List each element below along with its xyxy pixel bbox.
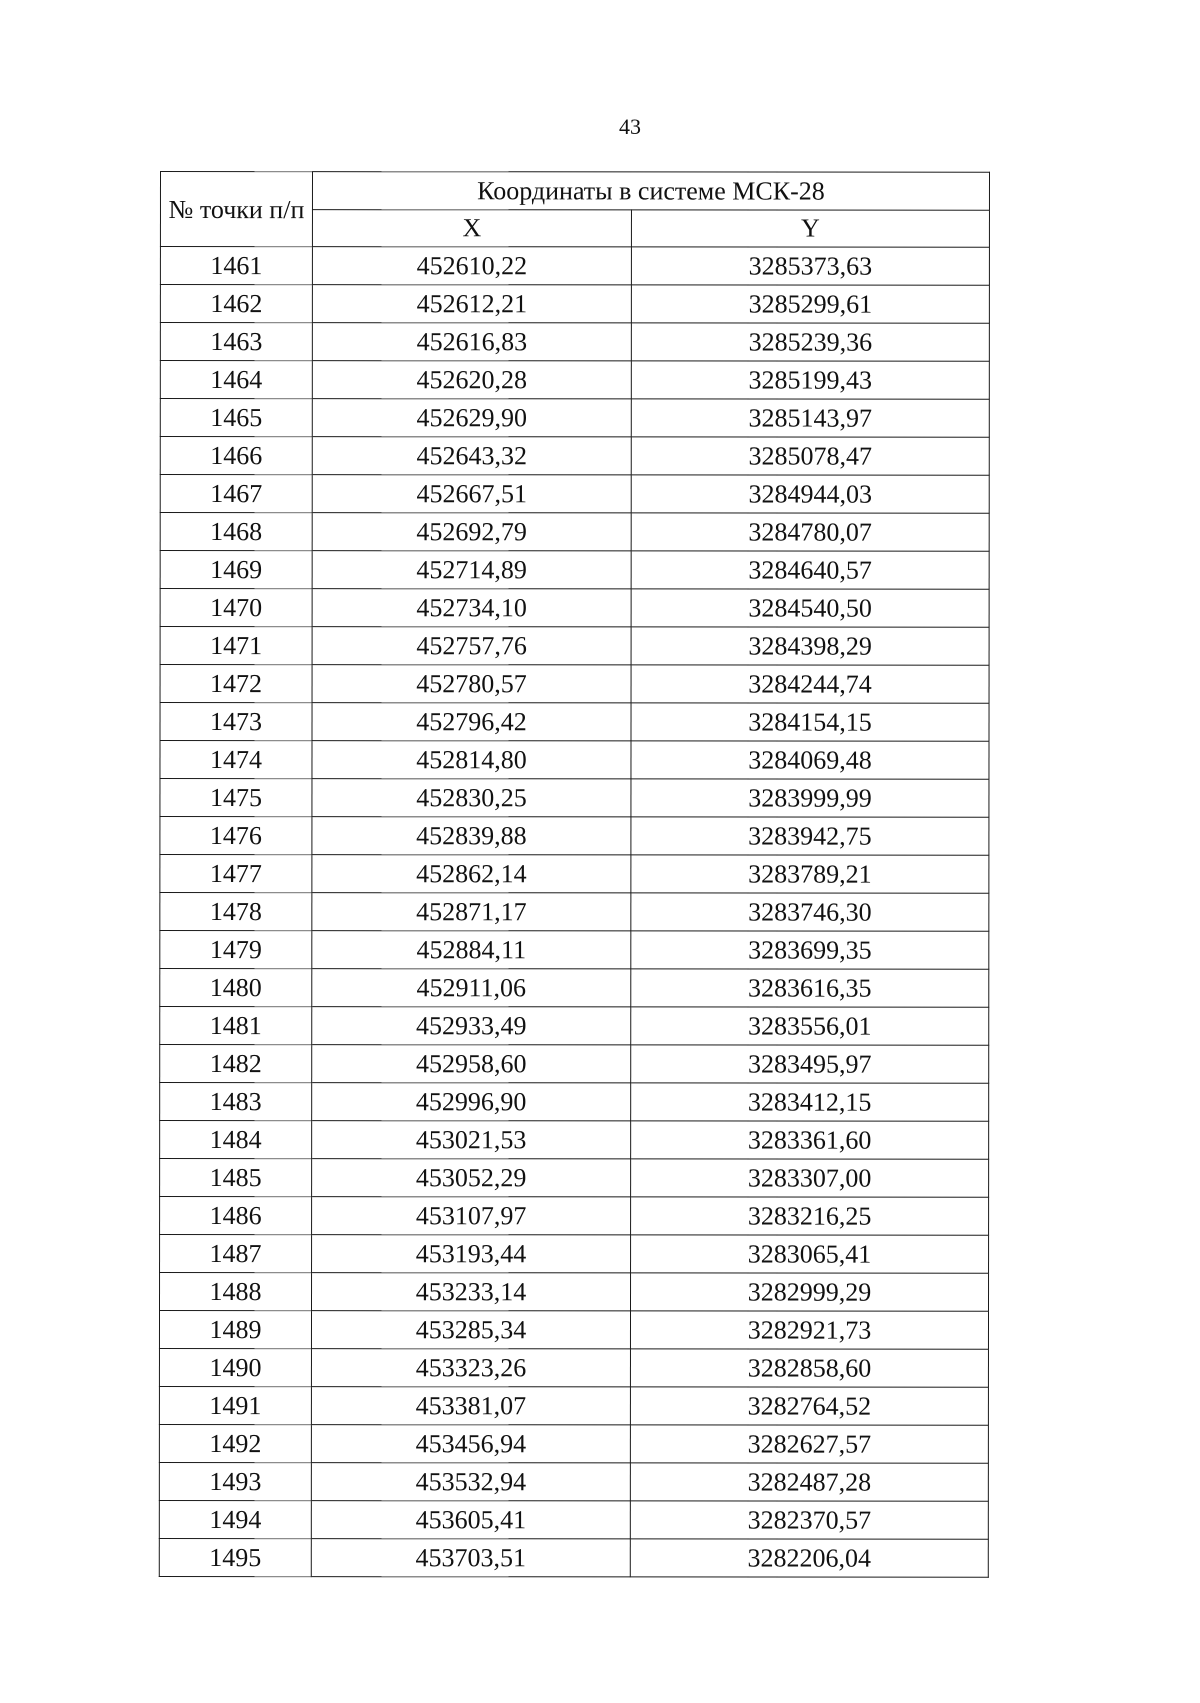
cell-y: 3285143,97 <box>631 399 989 437</box>
cell-y: 3283065,41 <box>631 1235 989 1273</box>
cell-x: 453456,94 <box>311 1425 630 1463</box>
header-row-top <box>160 172 989 211</box>
cell-y: 3283412,15 <box>631 1083 989 1121</box>
cell-x: 452667,51 <box>312 475 631 513</box>
cell-y: 3282921,73 <box>630 1311 988 1349</box>
table-header <box>160 172 989 248</box>
cell-y: 3283216,25 <box>631 1197 989 1235</box>
cell-point-number: 1488 <box>160 1273 312 1311</box>
table-row <box>160 589 989 628</box>
table-row <box>159 1500 988 1539</box>
cell-x: 452612,21 <box>312 285 631 323</box>
cell-point-number: 1462 <box>160 285 312 323</box>
table-row <box>160 779 989 818</box>
cell-y: 3284780,07 <box>631 513 989 551</box>
cell-point-number: 1475 <box>160 779 312 817</box>
cell-x: 453285,34 <box>311 1311 630 1349</box>
cell-x: 452629,90 <box>312 399 631 437</box>
cell-point-number: 1493 <box>159 1463 311 1501</box>
cell-x: 452884,11 <box>312 931 631 969</box>
cell-y: 3283556,01 <box>631 1007 989 1045</box>
cell-point-number: 1494 <box>159 1500 311 1538</box>
cell-y: 3282206,04 <box>630 1539 988 1577</box>
cell-x: 452911,06 <box>312 969 631 1007</box>
cell-x: 452796,42 <box>312 703 631 741</box>
table-row <box>160 703 989 742</box>
cell-x: 452620,28 <box>312 361 631 399</box>
cell-point-number: 1465 <box>160 399 312 437</box>
table-row <box>160 1121 989 1160</box>
cell-x: 452862,14 <box>312 855 631 893</box>
table-row <box>160 323 989 362</box>
table-row <box>159 1538 988 1577</box>
cell-y: 3284540,50 <box>631 589 989 627</box>
cell-x: 453381,07 <box>311 1387 630 1425</box>
cell-y: 3283789,21 <box>631 855 989 893</box>
table-row <box>159 1349 988 1388</box>
table-row <box>160 551 989 590</box>
cell-point-number: 1486 <box>160 1197 312 1235</box>
table-row <box>160 1007 989 1046</box>
cell-point-number: 1478 <box>160 893 312 931</box>
cell-y: 3284944,03 <box>631 475 989 513</box>
cell-y: 3283616,35 <box>631 969 989 1007</box>
page-number: 43 <box>619 114 641 139</box>
cell-y: 3284640,57 <box>631 551 989 589</box>
cell-x: 453323,26 <box>311 1349 630 1387</box>
cell-y: 3282764,52 <box>630 1387 988 1425</box>
cell-x: 452996,90 <box>312 1083 631 1121</box>
table-row <box>160 817 989 856</box>
cell-point-number: 1481 <box>160 1007 312 1045</box>
cell-point-number: 1477 <box>160 855 312 893</box>
table-row <box>160 931 989 970</box>
cell-x: 452830,25 <box>312 779 631 817</box>
table-row <box>160 741 989 780</box>
cell-y: 3282627,57 <box>630 1425 988 1463</box>
cell-y: 3283495,97 <box>631 1045 989 1083</box>
table-row <box>160 361 989 400</box>
cell-point-number: 1469 <box>160 551 312 589</box>
cell-y: 3284244,74 <box>631 665 989 703</box>
cell-x: 453193,44 <box>312 1235 631 1273</box>
cell-x: 452958,60 <box>312 1045 631 1083</box>
cell-point-number: 1463 <box>160 323 312 361</box>
cell-point-number: 1470 <box>160 589 312 627</box>
cell-y: 3283746,30 <box>631 893 989 931</box>
cell-point-number: 1491 <box>159 1387 311 1425</box>
cell-y: 3284398,29 <box>631 627 989 665</box>
cell-y: 3283942,75 <box>631 817 989 855</box>
cell-y: 3285239,36 <box>631 323 989 361</box>
cell-point-number: 1483 <box>160 1083 312 1121</box>
cell-x: 453107,97 <box>312 1197 631 1235</box>
table-row <box>160 1197 989 1236</box>
cell-point-number: 1479 <box>160 931 312 969</box>
table-row <box>160 1273 989 1312</box>
cell-x: 453703,51 <box>311 1539 630 1577</box>
table-row <box>160 399 989 438</box>
cell-y: 3284154,15 <box>631 703 989 741</box>
cell-x: 452734,10 <box>312 589 631 627</box>
table-row <box>160 1083 989 1122</box>
table-row <box>160 1045 989 1084</box>
cell-x: 452692,79 <box>312 513 631 551</box>
cell-x: 452610,22 <box>312 247 631 285</box>
cell-point-number: 1474 <box>160 741 312 779</box>
table-row <box>159 1463 988 1502</box>
cell-y: 3283699,35 <box>631 931 989 969</box>
cell-x: 453532,94 <box>311 1463 630 1501</box>
table-row <box>159 1311 988 1350</box>
table-row <box>160 893 989 932</box>
cell-x: 452714,89 <box>312 551 631 589</box>
cell-x: 452757,76 <box>312 627 631 665</box>
coordinates-table <box>159 171 990 1578</box>
cell-y: 3282487,28 <box>630 1463 988 1501</box>
table-row <box>160 247 989 286</box>
cell-y: 3285078,47 <box>631 437 989 475</box>
table-row <box>160 969 989 1008</box>
cell-y: 3285373,63 <box>631 247 989 285</box>
cell-x: 452839,88 <box>312 817 631 855</box>
cell-point-number: 1466 <box>160 437 312 475</box>
table-row <box>160 627 989 666</box>
table-row <box>160 855 989 894</box>
cell-point-number: 1468 <box>160 513 312 551</box>
cell-x: 453605,41 <box>311 1501 630 1539</box>
cell-x: 453233,14 <box>312 1273 631 1311</box>
cell-x: 452814,80 <box>312 741 631 779</box>
cell-point-number: 1464 <box>160 361 312 399</box>
table-row <box>160 475 989 514</box>
cell-point-number: 1471 <box>160 627 312 665</box>
cell-point-number: 1480 <box>160 969 312 1007</box>
cell-y: 3283307,00 <box>631 1159 989 1197</box>
cell-x: 453021,53 <box>312 1121 631 1159</box>
table-row <box>160 665 989 704</box>
cell-x: 452871,17 <box>312 893 631 931</box>
cell-point-number: 1495 <box>159 1538 311 1576</box>
cell-point-number: 1472 <box>160 665 312 703</box>
cell-y: 3282370,57 <box>630 1501 988 1539</box>
cell-x: 452933,49 <box>312 1007 631 1045</box>
cell-y: 3283361,60 <box>631 1121 989 1159</box>
header-point-number: № точки п/п <box>160 172 312 247</box>
cell-point-number: 1489 <box>159 1311 311 1349</box>
table-row <box>160 1159 989 1198</box>
cell-point-number: 1490 <box>159 1349 311 1387</box>
cell-point-number: 1482 <box>160 1045 312 1083</box>
table-body <box>159 247 989 1578</box>
table-row <box>160 1235 989 1274</box>
table-row <box>160 513 989 552</box>
cell-point-number: 1485 <box>160 1159 312 1197</box>
table-row <box>160 285 989 324</box>
cell-point-number: 1487 <box>160 1235 312 1273</box>
cell-point-number: 1492 <box>159 1425 311 1463</box>
cell-x: 452643,32 <box>312 437 631 475</box>
cell-point-number: 1476 <box>160 817 312 855</box>
cell-y: 3282858,60 <box>630 1349 988 1387</box>
cell-x: 452616,83 <box>312 323 631 361</box>
cell-y: 3285199,43 <box>631 361 989 399</box>
cell-x: 452780,57 <box>312 665 631 703</box>
cell-point-number: 1473 <box>160 703 312 741</box>
table-row <box>160 437 989 476</box>
cell-x: 453052,29 <box>312 1159 631 1197</box>
cell-point-number: 1484 <box>160 1121 312 1159</box>
cell-y: 3285299,61 <box>631 285 989 323</box>
header-coordinates-group: Координаты в системе МСК-28 <box>312 172 989 211</box>
cell-y: 3283999,99 <box>631 779 989 817</box>
table-row <box>159 1425 988 1464</box>
header-x: X <box>312 210 631 247</box>
cell-y: 3282999,29 <box>631 1273 989 1311</box>
header-y: Y <box>631 210 989 247</box>
cell-point-number: 1467 <box>160 475 312 513</box>
cell-y: 3284069,48 <box>631 741 989 779</box>
cell-point-number: 1461 <box>160 247 312 285</box>
table-row <box>159 1387 988 1426</box>
